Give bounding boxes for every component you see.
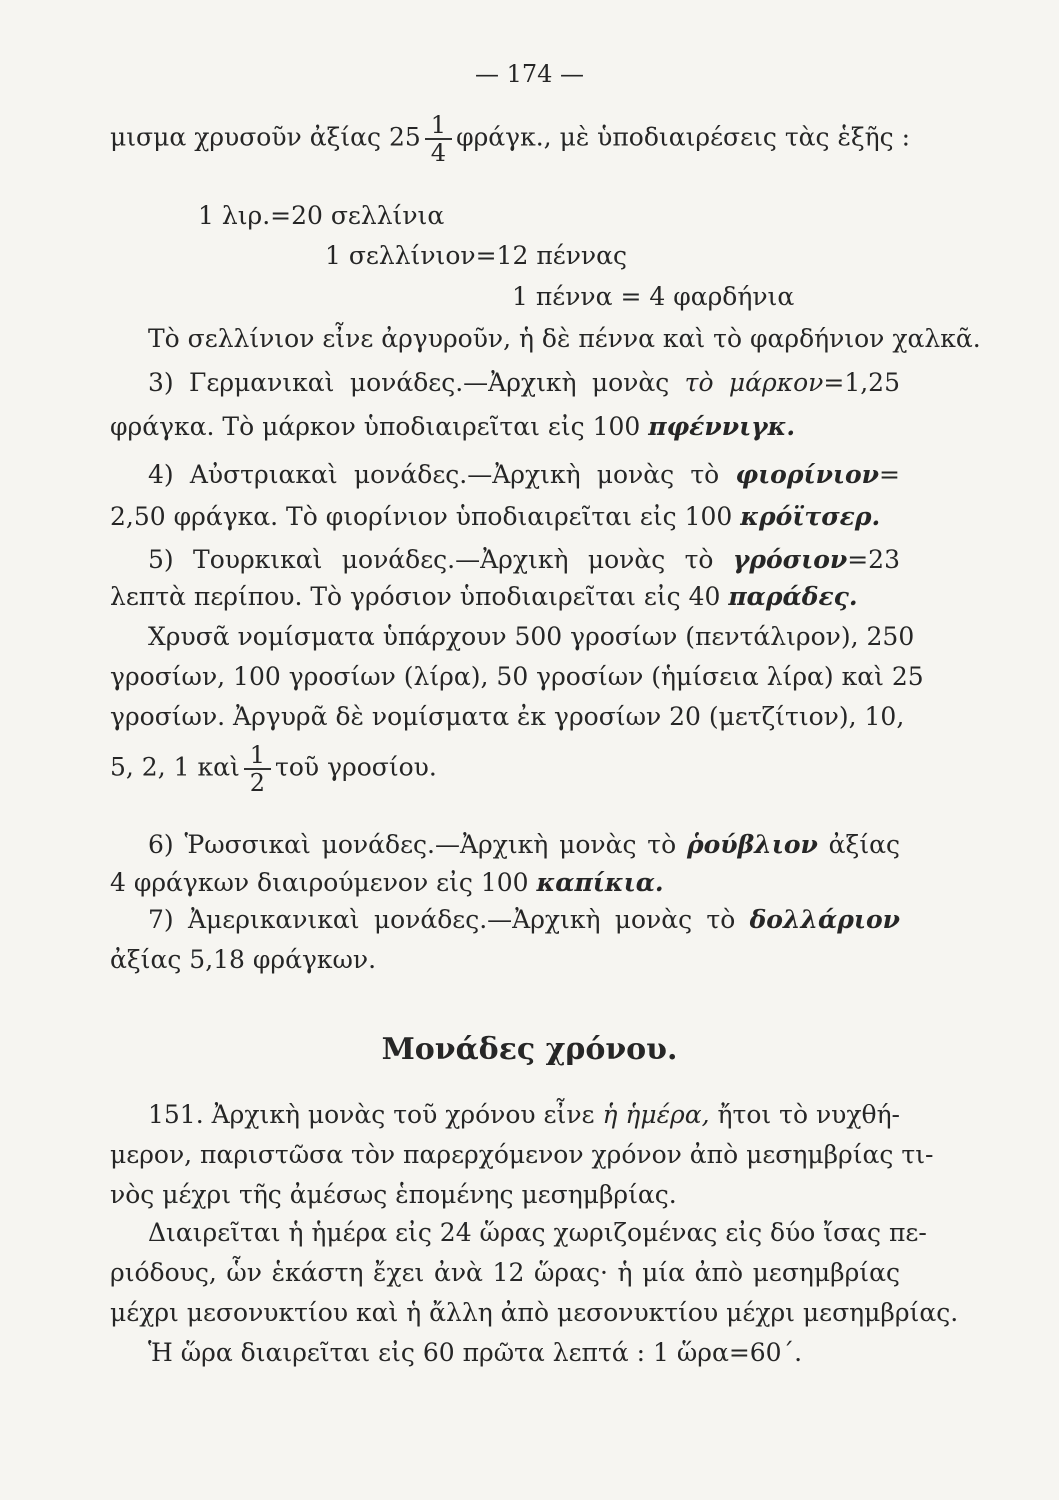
text-line-24: ριόδους, ὧν ἑκάστη ἔχει ἀνὰ 12 ὥρας· ἡ μία ἀπὸ μεσημβρίας	[110, 1258, 900, 1287]
text-line-2: 1 λιρ.=20 σελλίνια	[198, 201, 445, 230]
l1-part-b: φράγκ., μὲ ὑποδιαιρέσεις τὰς ἑξῆς :	[456, 122, 911, 152]
l17-part-a: 4 φράγκων διαιρούμενον εἰς 100	[110, 868, 529, 897]
text-line-20	[148, 1100, 900, 1130]
text-line-14: γροσίων. Ἀργυρᾶ δὲ νομίσματα ἐκ γροσίων 20 (μετζίτιον), 10,	[110, 702, 905, 731]
text-line-21: μερον, παριστῶσα τὸν παρερχόμενον χρόνον ἀπὸ μεσημβρίας τι-	[110, 1140, 934, 1169]
l1-part-a: μισμα χρυσοῦν ἀξίας 25	[110, 122, 421, 152]
text-line-17	[110, 868, 664, 898]
l16-term: ῥούβλιον	[686, 830, 818, 859]
fraction-half	[244, 742, 271, 796]
l6-part-a: 3) Γερμανικαὶ μονάδες.—Ἀρχικὴ μονὰς	[148, 368, 670, 397]
l9-term: κρόϊτσερ.	[740, 502, 881, 531]
l7-term: πφέννιγκ.	[648, 412, 796, 441]
l8-part-a: 4) Αὐστριακαὶ μονάδες.—Ἀρχικὴ μονὰς τὸ	[148, 460, 720, 489]
fraction-quarter	[425, 112, 452, 166]
text-line-9	[110, 502, 880, 532]
text-line-18	[148, 905, 900, 935]
l8-term: φιορίνιον	[735, 460, 880, 489]
l11-part-a: λεπτὰ περίπου. Τὸ γρόσιον ὑποδιαιρεῖται εἰς 40	[110, 582, 721, 611]
l20-part-c: ἤτοι τὸ νυχθή-	[717, 1100, 900, 1129]
text-line-7	[110, 412, 795, 442]
text-line-13: γροσίων, 100 γροσίων (λίρα), 50 γροσίων (ἡμίσεια λίρα) καὶ 25	[110, 662, 924, 691]
text-line-11	[110, 582, 858, 612]
l10-part-c: =23	[847, 545, 900, 574]
text-line-3: 1 σελλίνιον=12 πέννας	[325, 241, 627, 270]
l18-part-a: 7) Ἀμερικανικαὶ μονάδες.—Ἀρχικὴ μονὰς τὸ	[148, 905, 736, 934]
l15-part-b: τοῦ γροσίου.	[275, 752, 437, 782]
text-line-26: Ἡ ὥρα διαιρεῖται εἰς 60 πρῶτα λεπτά : 1 ὥρα=60΄.	[148, 1338, 803, 1367]
l8-part-c: =	[879, 460, 900, 489]
text-line-12: Χρυσᾶ νομίσματα ὑπάρχουν 500 γροσίων (πεντάλιρον), 250	[148, 622, 915, 651]
l18-term: δολλάριον	[749, 905, 900, 934]
l16-part-a: 6) Ῥωσσικαὶ μονάδες.—Ἀρχικὴ μονὰς τὸ	[148, 830, 677, 859]
text-line-25: μέχρι μεσονυκτίου καὶ ἡ ἄλλη ἀπὸ μεσονυκτίου μέχρι μεσημβρίας.	[110, 1298, 959, 1327]
text-line-8	[148, 460, 900, 490]
text-line-1	[110, 112, 910, 166]
l15-part-a: 5, 2, 1 καὶ	[110, 752, 240, 782]
fraction-denominator: 4	[425, 138, 452, 166]
section-heading: Μονάδες χρόνου.	[381, 1032, 678, 1067]
text-line-15	[110, 742, 437, 796]
l20-part-a: 151. Ἀρχικὴ μονὰς τοῦ χρόνου εἶνε	[148, 1100, 595, 1129]
fraction-denominator: 2	[244, 768, 271, 796]
l9-part-a: 2,50 φράγκα. Τὸ φιορίνιον ὑποδιαιρεῖται εἰς 100	[110, 502, 733, 531]
text-line-10	[148, 545, 900, 575]
text-line-19: ἀξίας 5,18 φράγκων.	[110, 945, 377, 974]
l6-term: τὸ μάρκον	[684, 368, 824, 397]
l17-term: καπίκια.	[536, 868, 664, 897]
l6-part-c: =1,25	[823, 368, 900, 397]
l10-term: γρόσιον	[732, 545, 848, 574]
fraction-numerator: 1	[249, 741, 266, 769]
text-line-16	[148, 830, 900, 860]
text-line-4: 1 πέννα = 4 φαρδήνια	[512, 282, 795, 311]
text-line-5: Τὸ σελλίνιον εἶνε ἀργυροῦν, ἡ δὲ πέννα καὶ τὸ φαρδήνιον χαλκᾶ.	[148, 324, 981, 353]
text-line-23: Διαιρεῖται ἡ ἡμέρα εἰς 24 ὥρας χωριζομένας εἰς δύο ἴσας πε-	[148, 1218, 927, 1247]
text-line-6	[148, 368, 900, 398]
l10-part-a: 5) Τουρκικαὶ μονάδες.—Ἀρχικὴ μονὰς τὸ	[148, 545, 714, 574]
l20-term: ἡ ἡμέρα,	[602, 1100, 710, 1129]
page-number: — 174 —	[474, 60, 585, 88]
l11-term: παράδες.	[728, 582, 858, 611]
l7-part-a: φράγκα. Τὸ μάρκον ὑποδιαιρεῖται εἰς 100	[110, 412, 641, 441]
fraction-numerator: 1	[430, 111, 447, 139]
l16-part-c: ἀξίας	[828, 830, 901, 859]
text-line-22: νὸς μέχρι τῆς ἀμέσως ἑπομένης μεσημβρίας.	[110, 1180, 677, 1209]
